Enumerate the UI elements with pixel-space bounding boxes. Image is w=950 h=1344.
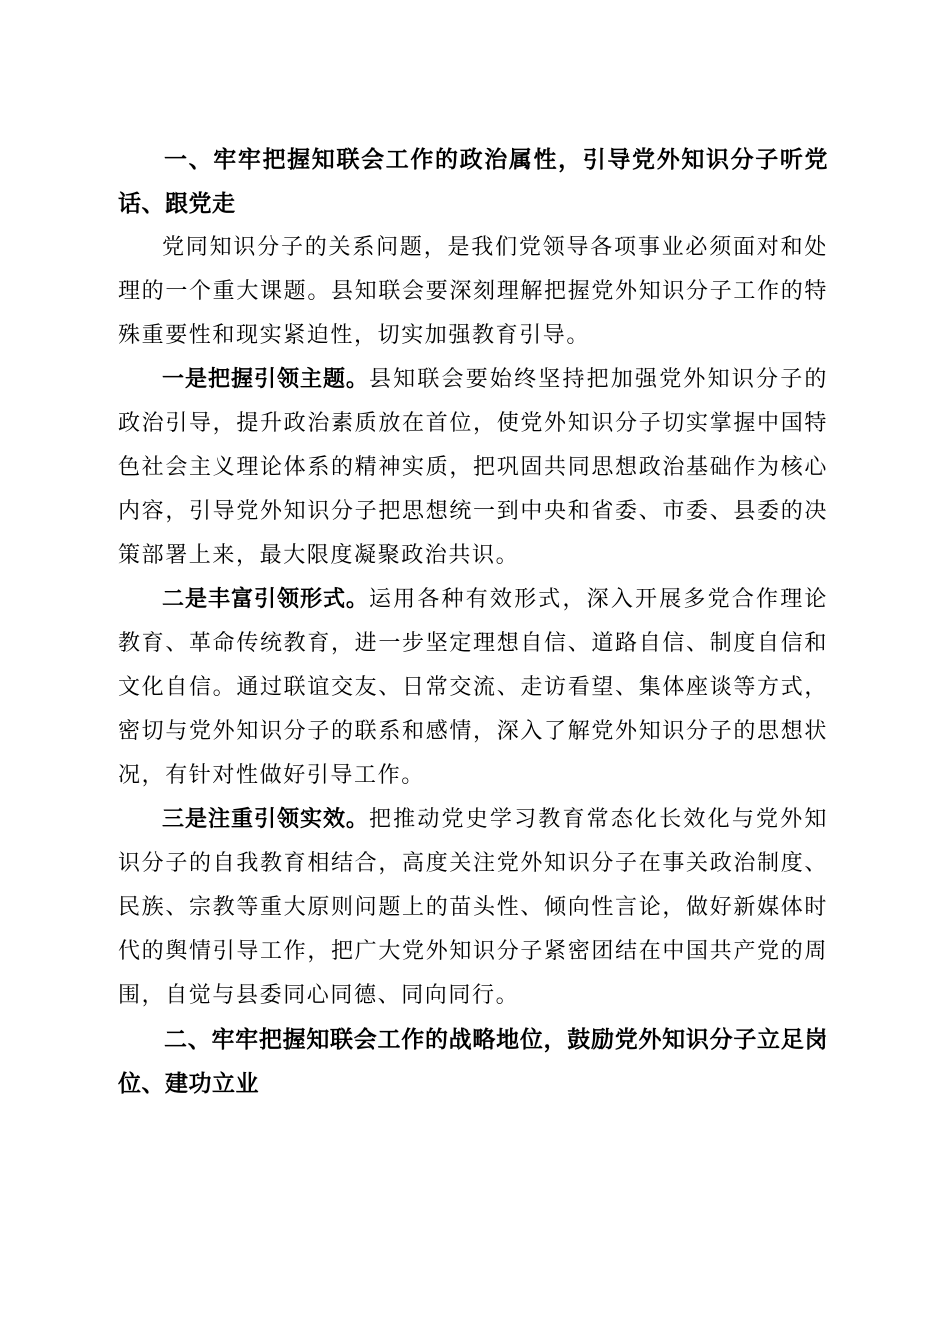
paragraph-effect-lead: 三是注重引领实效。 bbox=[162, 807, 369, 832]
paragraph-forms-body: 运用各种有效形式，深入开展多党合作理论教育、革命传统教育，进一步坚定理想自信、道路自信、制度自信和文化自信。通过联谊交友、日常交流、走访看望、集体座谈等方式，密切与党外知识分子的联系和感情，深入了解党外知识分子的思想状况，有针对性做好引导工作。 bbox=[118, 587, 828, 788]
paragraph-intro: 党同知识分子的关系问题，是我们党领导各项事业必须面对和处理的一个重大课题。县知联会要深刻理解把握党外知识分子工作的特殊重要性和现实紧迫性，切实加强教育引导。 bbox=[118, 235, 828, 348]
paragraph-theme-body: 县知联会要始终坚持把加强党外知识分子的政治引导，提升政治素质放在首位，使党外知识分子切实掌握中国特色社会主义理论体系的精神实质，把巩固共同思想政治基础作为核心内容，引导党外知识分子把思想统一到中央和省委、市委、县委的决策部署上来，最大限度凝聚政治共识。 bbox=[118, 367, 828, 568]
paragraph-theme-lead: 一是把握引领主题。 bbox=[162, 367, 369, 392]
paragraph-effect-body: 把推动党史学习教育常态化长效化与党外知识分子的自我教育相结合，高度关注党外知识分子在事关政治制度、民族、宗教等重大原则问题上的苗头性、倾向性言论，做好新媒体时代的舆情引导工作，把广大党外知识分子紧密团结在中国共产党的周围，自觉与县委同心同德、同向同行。 bbox=[118, 807, 828, 1008]
section-heading-1: 一、牢牢把握知联会工作的政治属性，引导党外知识分子听党话、跟党走 bbox=[118, 147, 828, 217]
section-heading-2: 二、牢牢把握知联会工作的战略地位，鼓励党外知识分子立足岗位、建功立业 bbox=[118, 1027, 828, 1097]
paragraph-theme bbox=[118, 358, 828, 578]
document-page bbox=[118, 138, 828, 1106]
paragraph-forms-lead: 二是丰富引领形式。 bbox=[162, 587, 369, 612]
paragraph-effect bbox=[118, 798, 828, 1018]
paragraph-forms bbox=[118, 578, 828, 798]
